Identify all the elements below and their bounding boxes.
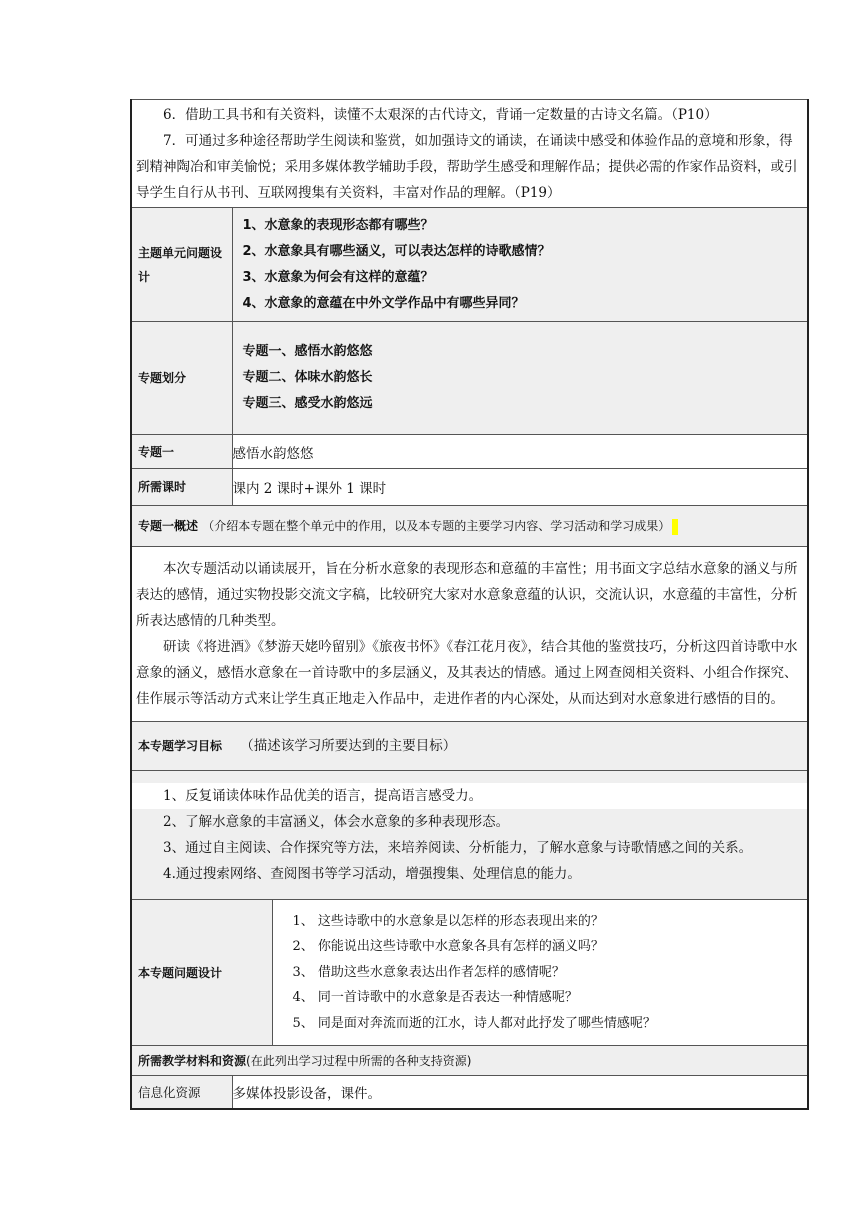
- unit-questions-label: 主题单元问题设计: [131, 208, 232, 322]
- goal-item-4: 4.通过搜索网络、查阅图书等学习活动，增强搜集、处理信息的能力。: [163, 866, 581, 882]
- info-resources-value: 多媒体投影设备，课件。: [232, 1076, 808, 1110]
- standard-item-7: 7．可通过多种途径帮助学生阅读和鉴赏，如加强诗文的诵读，在诵读中感受和体验作品的意境和形象，得到精神陶冶和审美愉悦；采用多媒体教学辅助手段，帮助学生感受和理解作品；提供必需的作家作品资料，或引导学生自行从书刊、互联网搜集有关资料，丰富对作品的理解。（P19）: [136, 132, 798, 201]
- topic-division-label: 专题划分: [131, 322, 232, 435]
- unit-question-2: 2、水意象具有哪些涵义，可以表达怎样的诗歌感情？: [242, 243, 551, 259]
- topic-question-5: 5、 同是面对奔流而逝的江水，诗人都对此抒发了哪些情感呢？: [292, 1015, 656, 1031]
- overview-label: 专题一概述: [138, 519, 199, 533]
- lesson-plan-document: [130, 99, 807, 1110]
- lesson-plan-table: [130, 99, 809, 1110]
- goals-body-row: [131, 771, 808, 900]
- topic-question-3: 3、 借助这些水意象表达出作者怎样的感情呢？: [292, 964, 565, 980]
- goals-hint: （描述该学习所要达到的主要目标）: [240, 738, 457, 754]
- topic-question-4: 4、 同一首诗歌中的水意象是否表达一种情感呢？: [292, 990, 578, 1006]
- topic-questions-row: [131, 900, 808, 1046]
- goals-header-row: [131, 722, 808, 771]
- unit-questions-row: [131, 208, 808, 322]
- info-resources-row: [131, 1076, 808, 1110]
- hours-value: 课内 2 课时+课外 1 课时: [232, 469, 808, 506]
- standard-item-6: 6．借助工具书和有关资料，读懂不太艰深的古代诗文，背诵一定数量的古诗文名篇。（P10）: [163, 106, 718, 123]
- goals-label: 本专题学习目标: [138, 739, 223, 753]
- unit-question-3: 3、水意象为何会有这样的意蕴？: [242, 269, 434, 285]
- hours-row: [131, 469, 808, 506]
- resources-header-row: [131, 1046, 808, 1076]
- topic-division-item-2: 专题二、体味水韵悠长: [242, 370, 373, 385]
- info-resources-label: 信息化资源: [131, 1076, 232, 1110]
- resources-label: 所需教学材料和资源: [138, 1053, 247, 1068]
- resources-hint: (在此列出学习过程中所需的各种支持资源): [246, 1053, 472, 1068]
- unit-question-1: 1、水意象的表现形态都有哪些？: [242, 217, 434, 233]
- overview-paragraph-2: 研读《将进酒》《梦游天姥吟留别》《旅夜书怀》《春江花月夜》，结合其他的鉴赏技巧，分析这四首诗歌中水意象的涵义，感悟水意象在一首诗歌中的多层涵义，及其表达的情感。通过上网查阅相关资料、小组合作探究、佳作展示等活动方式来让学生真正地走入作品中，走进作者的内心深处，从而达到对水意象进行感悟的目的。: [136, 639, 798, 707]
- hours-label: 所需课时: [131, 469, 232, 506]
- topic-questions-label: 本专题问题设计: [131, 900, 272, 1046]
- goal-item-2: 2、了解水意象的丰富涵义，体会水意象的多种表现形态。: [163, 814, 510, 830]
- standards-row: [131, 100, 808, 208]
- overview-header-row: [131, 506, 808, 547]
- goal-item-3: 3、通过自主阅读、合作探究等方法，来培养阅读、分析能力，了解水意象与诗歌情感之间的关系。: [163, 840, 753, 856]
- topic1-value: 感悟水韵悠悠: [232, 435, 808, 469]
- goal-item-1: 1、反复诵读体味作品优美的语言，提高语言感受力。: [132, 783, 807, 809]
- topic-question-2: 2、 你能说出这些诗歌中水意象各具有怎样的涵义吗？: [292, 939, 604, 955]
- topic-division-row: [131, 322, 808, 435]
- overview-body-row: [131, 547, 808, 722]
- highlight-mark: [672, 519, 678, 535]
- topic-division-item-3: 专题三、感受水韵悠远: [242, 396, 373, 411]
- topic1-label: 专题一: [131, 435, 232, 469]
- unit-question-4: 4、水意象的意蕴在中外文学作品中有哪些异同？: [242, 295, 525, 311]
- topic-question-1: 1、 这些诗歌中的水意象是以怎样的形态表现出来的？: [292, 913, 604, 929]
- overview-paragraph-1: 本次专题活动以诵读展开，旨在分析水意象的表现形态和意蕴的丰富性；用书面文字总结水意象的涵义与所表达的感情，通过实物投影交流文字稿，比较研究大家对水意象意蕴的认识，交流认识，水意蕴的丰富性，分析所表达感情的几种类型。: [136, 561, 798, 629]
- overview-hint: （介绍本专题在整个单元中的作用，以及本专题的主要学习内容、学习活动和学习成果）: [202, 519, 671, 533]
- topic-division-item-1: 专题一、感悟水韵悠悠: [242, 344, 373, 359]
- topic1-row: [131, 435, 808, 469]
